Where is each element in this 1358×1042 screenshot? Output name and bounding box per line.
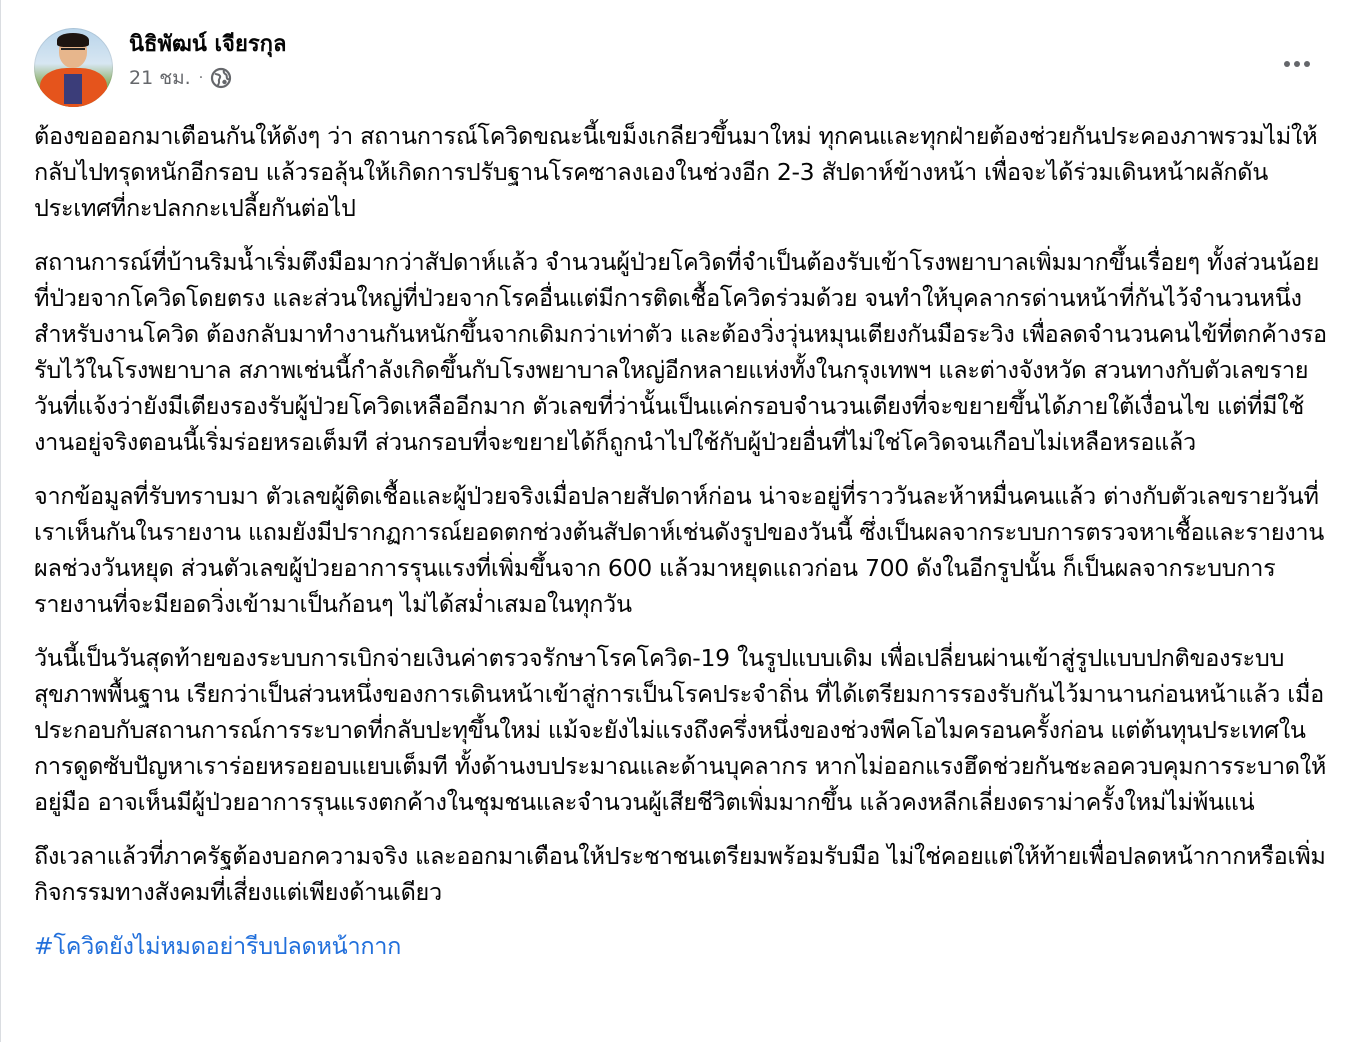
post-paragraph: ต้องขอออกมาเตือนกันให้ดังๆ ว่า สถานการณ์โควิดขณะนี้เขม็งเกลียวขึ้นมาใหม่ ทุกคนและทุกฝ่ายต้องช่วยกันประคองภาพรวมไม่ให้กลับไปทรุดหนักอีกรอบ แล้วรอลุ้นให้เกิดการปรับฐานโรคซาลงเองในช่วงอีก 2-3 สัปดาห์ข้างหน้า เพื่อจะได้ร่วมเดินหน้าผลักดันประเทศที่กะปลกกะเปลี้ยกันต่อไป bbox=[34, 122, 1318, 222]
author-name[interactable]: นิธิพัฒน์ เจียรกุล bbox=[129, 32, 287, 57]
post-paragraph: จากข้อมูลที่รับทราบมา ตัวเลขผู้ติดเชื้อและผู้ป่วยจริงเมื่อปลายสัปดาห์ก่อน น่าจะอยู่ที่ราววันละห้าหมื่นคนแล้ว ต่างกับตัวเลขรายวันที่เราเห็นกันในรายงาน แถมยังมีปรากฏการณ์ยอดตกช่วงต้นสัปดาห์เช่นดังรูปของวันนี้ ซึ่งเป็นผลจากระบบการตรวจหาเชื้อและรายงานผลช่วงวันหยุด ส่วนตัวเลขผู้ป่วยอาการรุนแรงที่เพิ่มขึ้นจาก 600 แล้วมาหยุดแถวก่อน 700 ดังในอีกรูปนั้น ก็เป็นผลจากระบบการรายงานที่จะมียอดวิ่งเข้ามาเป็นก้อนๆ ไม่ได้สม่ำเสมอในทุกวัน bbox=[34, 482, 1325, 618]
post-header bbox=[34, 28, 1318, 98]
post-meta bbox=[129, 66, 233, 90]
post-paragraph: ถึงเวลาแล้วที่ภาครัฐต้องบอกความจริง และออกมาเตือนให้ประชาชนเตรียมพร้อมรับมือ ไม่ใช่คอยแต่ให้ท้ายเพื่อปลดหน้ากากหรือเพิ่มกิจกรรมทางสังคมที่เสี่ยงแต่เพียงด้านเดียว bbox=[34, 842, 1326, 906]
globe-icon[interactable] bbox=[209, 66, 233, 90]
avatar[interactable] bbox=[34, 28, 113, 107]
more-horizontal-icon bbox=[1284, 61, 1310, 67]
meta-separator: · bbox=[198, 70, 204, 86]
post-paragraph: สถานการณ์ที่บ้านริมน้ำเริ่มตึงมือมากว่าสัปดาห์แล้ว จำนวนผู้ป่วยโควิดที่จำเป็นต้องรับเข้าโรงพยาบาลเพิ่มมากขึ้นเรื่อยๆ ทั้งส่วนน้อยที่ป่วยจากโควิดโดยตรง และส่วนใหญ่ที่ป่วยจากโรคอื่นแต่มีการติดเชื้อโควิดร่วมด้วย จนทำให้บุคลากรด่านหน้าที่กันไว้จำนวนหนึ่งสำหรับงานโควิด ต้องกลับมาทำงานกันหนักขึ้นจากเดิมกว่าเท่าตัว และต้องวิ่งวุ่นหมุนเตียงกันมือระวิง เพื่อลดจำนวนคนไข้ที่ตกค้างรอรับไว้ในโรงพยาบาล สภาพเช่นนี้กำลังเกิดขึ้นกับโรงพยาบาลใหญ่อีกหลายแห่งทั้งในกรุงเทพฯ และต่างจังหวัด สวนทางกับตัวเลขรายวันที่แจ้งว่ายังมีเตียงรองรับผู้ป่วยโควิดเหลืออีกมาก ตัวเลขที่ว่านั้นเป็นแค่กรอบจำนวนเตียงที่จะขยายขึ้นได้ภายใต้เงื่อนไข แต่ที่มีใช้งานอยู่จริงตอนนี้เริ่มร่อยหรอเต็มที ส่วนกรอบที่จะขยายได้ก็ถูกนำไปใช้กับผู้ป่วยอื่นที่ไม่ใช่โควิดจนเกือบไม่เหลือหรอแล้ว bbox=[34, 248, 1327, 456]
hashtag-link[interactable]: #โควิดยังไม่หมดอย่ารีบปลดหน้ากาก bbox=[34, 932, 402, 960]
post-timestamp[interactable]: 21 ชม. bbox=[129, 67, 191, 89]
post-hashtag-line bbox=[34, 928, 1334, 964]
post-paragraph: วันนี้เป็นวันสุดท้ายของระบบการเบิกจ่ายเงินค่าตรวจรักษาโรคโควิด-19 ในรูปแบบเดิม เพื่อเปลี่ยนผ่านเข้าสู่รูปแบบปกติของระบบสุขภาพพื้นฐาน เรียกว่าเป็นส่วนหนึ่งของการเดินหน้าเข้าสู่การเป็นโรคประจำถิ่น ที่ได้เตรียมการรองรับกันไว้มานานก่อนหน้าแล้ว เมื่อประกอบกับสถานการณ์การระบาดที่กลับปะทุขึ้นใหม่ แม้จะยังไม่แรงถึงครึ่งหนึ่งของช่วงพีคโอไมครอนครั้งก่อน แต่ต้นทุนประเทศในการดูดซับปัญหาเราร่อยหรอยอบแยบเต็มที ทั้งด้านงบประมาณและด้านบุคลากร หากไม่ออกแรงฮึดช่วยกันชะลอควบคุมการระบาดให้อยู่มือ อาจเห็นมีผู้ป่วยอาการรุนแรงตกค้างในชุมชนและจำนวนผู้เสียชีวิตเพิ่มมากขึ้น แล้วคงหลีกเลี่ยงดราม่าครั้งใหม่ไม่พ้นแน่ bbox=[34, 644, 1327, 816]
post-body bbox=[34, 118, 1334, 982]
more-options-button[interactable] bbox=[1276, 46, 1318, 82]
